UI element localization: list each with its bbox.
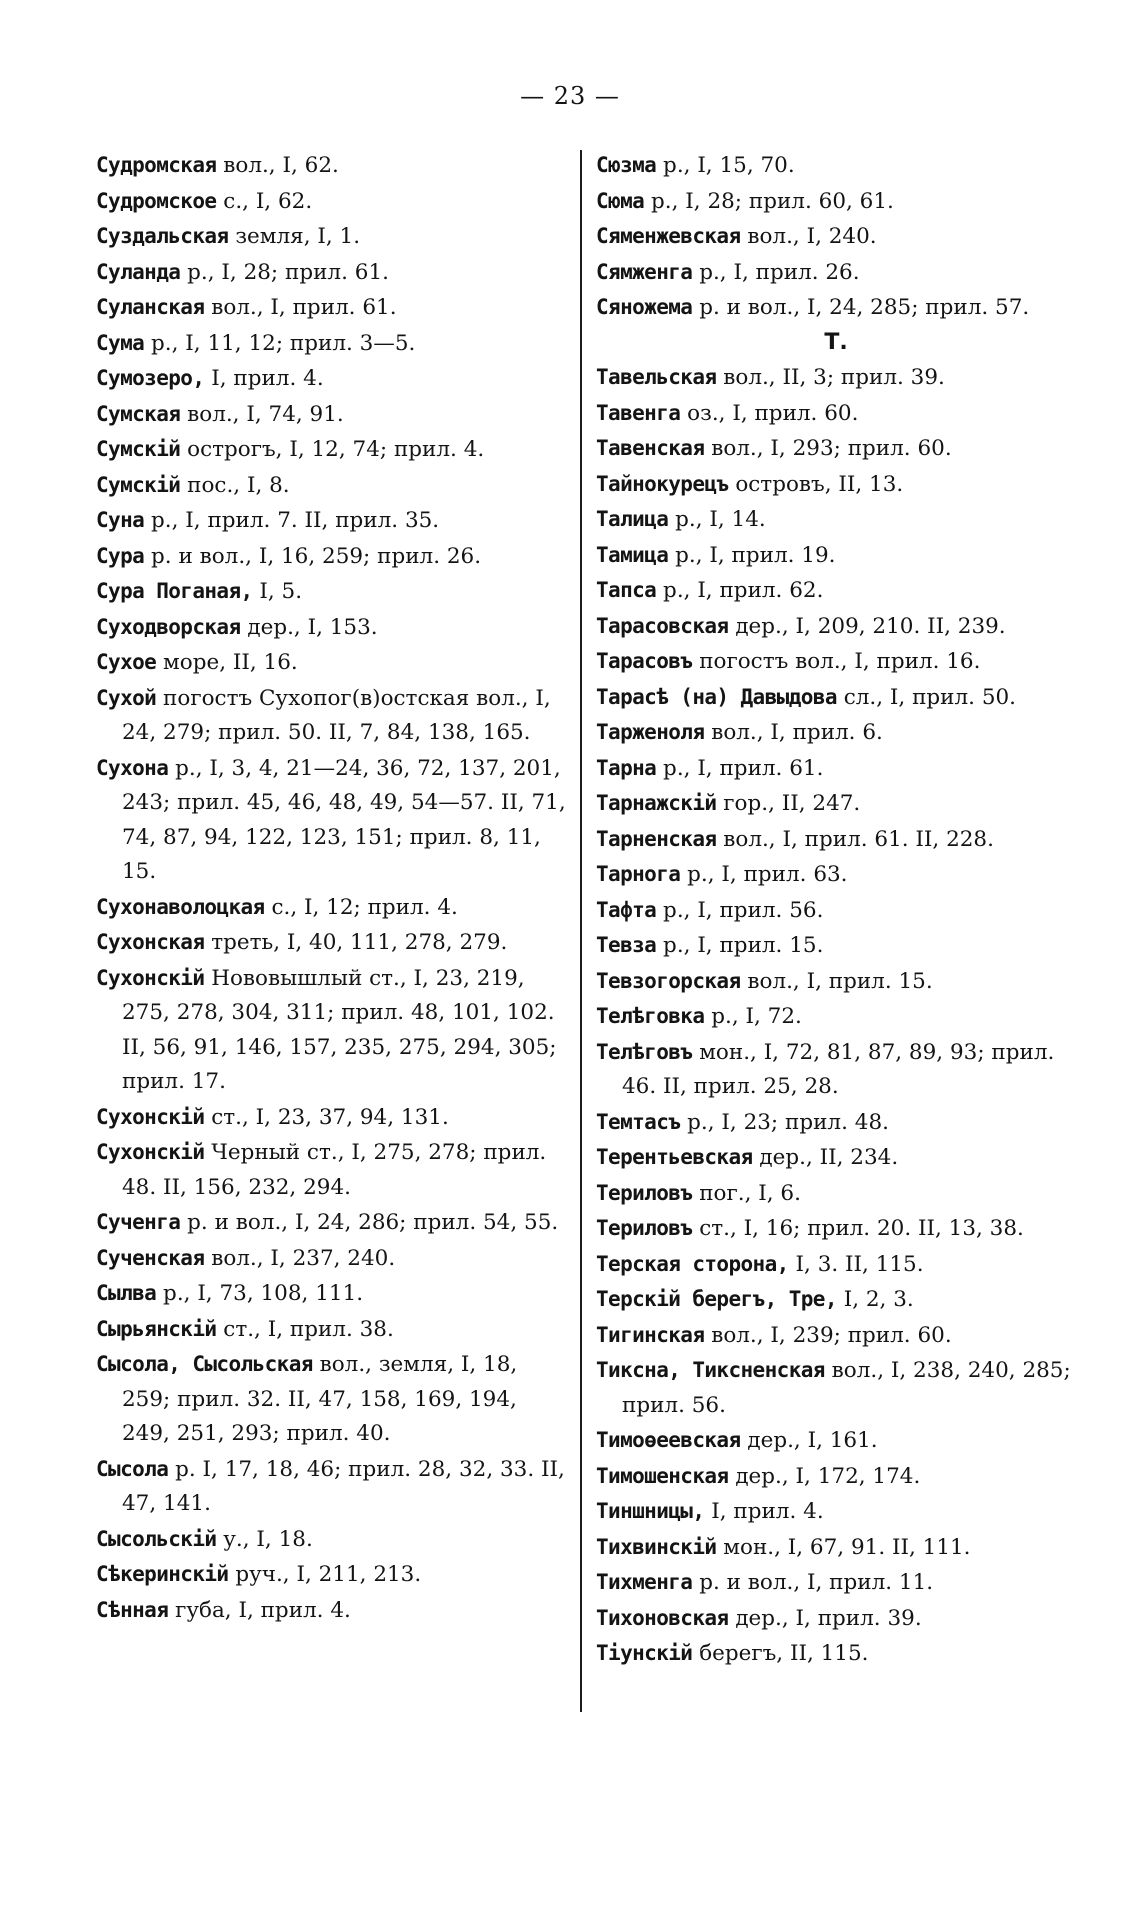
index-entry (596, 502, 1076, 538)
index-entry (96, 255, 568, 291)
entry-references: р. I, 17, 18, 46; прил. 28, 32, 33. II, 47, 141. (122, 1456, 565, 1516)
page-number: — 23 — (520, 82, 620, 110)
entry-headword: Сухонскій (96, 1140, 205, 1164)
entry-references: Черный ст., I, 275, 278; прил. 48. II, 156, 232, 294. (122, 1140, 547, 1200)
entry-headword: Сура Поганая, (96, 579, 253, 603)
entry-headword: Суланда (96, 259, 181, 284)
entry-references: р., I, прил. 56. (656, 897, 824, 923)
entry-headword: Сяножема (596, 295, 693, 319)
index-entry (596, 999, 1076, 1035)
entry-references: с., I, 62. (216, 188, 313, 214)
index-entry (96, 1312, 568, 1348)
index-entry (96, 326, 568, 362)
entry-references: вол., земля, I, 18, 259; прил. 32. II, 47, 158, 169, 194, 249, 251, 293; прил. 40. (122, 1352, 518, 1446)
entry-references: море, II, 16. (156, 650, 298, 675)
entry-headword: Сысола, Сысольская (96, 1352, 313, 1376)
entry-headword: Сухое (96, 650, 157, 674)
entry-headword: Сумская (96, 401, 181, 426)
entry-headword: Сѣкеринскій (96, 1562, 229, 1586)
index-entry (96, 1347, 568, 1452)
index-entry (96, 290, 568, 326)
index-entry (96, 1205, 568, 1241)
entry-references: р. и вол., I, 24, 285; прил. 57. (692, 295, 1030, 320)
index-entry (596, 255, 1076, 291)
entry-headword: Суланская (96, 295, 205, 319)
index-entry (96, 925, 568, 961)
entry-headword: Сученская (96, 1245, 205, 1270)
entry-references: пос., I, 8. (180, 472, 290, 498)
index-entry (96, 1452, 568, 1522)
entry-references: I, 5. (252, 579, 303, 604)
index-entry (96, 1593, 568, 1629)
entry-headword: Сухонаволоцкая (96, 894, 265, 919)
entry-references: дер., I, 161. (740, 1428, 878, 1453)
entry-headword: Тавельская (596, 365, 717, 389)
entry-references: треть, I, 40, 111, 278, 279. (204, 930, 508, 955)
index-entry (96, 961, 568, 1100)
entry-references: земля, I, 1. (228, 224, 361, 249)
index-entry (596, 467, 1076, 503)
entry-references: р. и вол., I, 24, 286; прил. 54, 55. (180, 1210, 559, 1235)
entry-headword: Тарнажскій (596, 791, 717, 815)
entry-references: вол., I, прил. 6. (704, 720, 883, 745)
index-entry (96, 503, 568, 539)
entry-headword: Телѣговъ (596, 1039, 693, 1064)
index-entry (596, 1176, 1076, 1212)
entry-headword: Тихоновская (596, 1605, 729, 1630)
index-entry (596, 431, 1076, 467)
entry-headword: Тимошенская (596, 1463, 729, 1488)
index-entry (596, 609, 1076, 645)
entry-headword: Терскій берегъ, Тре, (596, 1287, 837, 1311)
index-entry (596, 538, 1076, 574)
entry-references: I, 2, 3. (836, 1287, 914, 1312)
entry-references: I, 3. II, 115. (788, 1251, 924, 1277)
entry-references: р., I, прил. 61. (656, 755, 824, 781)
index-entry (96, 890, 568, 926)
entry-headword: Тапса (596, 578, 657, 602)
entry-headword: Тарженоля (596, 720, 705, 744)
entry-headword: Тевза (596, 933, 657, 957)
entry-headword: Сумозеро, (96, 366, 205, 390)
entry-references: вол., I, прил. 61. II, 228. (716, 826, 994, 852)
entry-headword: Сылва (96, 1281, 157, 1305)
entry-references: р., I, прил. 7. II, прил. 35. (144, 508, 440, 533)
entry-references: ст., I, 23, 37, 94, 131. (204, 1104, 449, 1130)
index-entry (596, 893, 1076, 929)
entry-references: ст., I, 16; прил. 20. II, 13, 38. (692, 1216, 1024, 1241)
entry-references: дер., I, 153. (240, 614, 378, 640)
index-entry (596, 1459, 1076, 1495)
entry-headword: Териловъ (596, 1180, 693, 1205)
entry-references: вол., I, 74, 91. (180, 401, 344, 427)
entry-headword: Судромское (96, 188, 217, 213)
entry-headword: Тигинская (596, 1322, 705, 1347)
entry-references: у., I, 18. (216, 1526, 313, 1552)
index-entry (596, 148, 1076, 184)
entry-references: дер., I, 209, 210. II, 239. (728, 613, 1006, 639)
entry-references: р. и вол., I, прил. 11. (692, 1570, 934, 1595)
entry-references: дер., II, 234. (752, 1145, 899, 1170)
entry-headword: Тарасѣ (на) Давыдова (596, 684, 837, 709)
entry-references: р., I, 11, 12; прил. 3—5. (144, 330, 416, 356)
entry-references: р. и вол., I, 16, 259; прил. 26. (144, 543, 482, 569)
index-entry (596, 822, 1076, 858)
index-entry (596, 1565, 1076, 1601)
entry-references: р., I, прил. 26. (692, 259, 860, 285)
entry-headword: Терентьевская (596, 1145, 753, 1169)
entry-headword: Суна (96, 508, 145, 532)
entry-headword: Сухонская (96, 930, 205, 954)
entry-headword: Сухона (96, 755, 169, 780)
entry-references: мон., I, 67, 91. II, 111. (716, 1534, 971, 1560)
entry-references: пог., I, 6. (692, 1180, 801, 1206)
entry-references: р., I, прил. 62. (656, 578, 824, 603)
index-entry (596, 1318, 1076, 1354)
entry-headword: Сысольскій (96, 1526, 217, 1551)
entry-references: с., I, 12; прил. 4. (264, 894, 458, 920)
entry-headword: Тихменга (596, 1570, 693, 1594)
index-entry (96, 1557, 568, 1593)
entry-references: оз., I, прил. 60. (680, 400, 859, 426)
entry-headword: Тарасовъ (596, 649, 693, 673)
index-entry (596, 644, 1076, 680)
index-entry (596, 573, 1076, 609)
index-entry (96, 184, 568, 220)
entry-references: гор., II, 247. (716, 791, 861, 816)
index-entry (96, 681, 568, 751)
entry-headword: Сума (96, 330, 145, 355)
index-entry (596, 1636, 1076, 1672)
entry-headword: Терская сторона, (596, 1251, 789, 1276)
entry-references: р., I, 28; прил. 61. (180, 259, 389, 285)
index-entry (596, 184, 1076, 220)
index-entry (96, 468, 568, 504)
column-divider (580, 150, 582, 1712)
index-entry (96, 397, 568, 433)
index-entry (596, 1140, 1076, 1176)
entry-references: р., I, прил. 19. (668, 542, 836, 568)
index-entry (596, 751, 1076, 787)
index-entry (596, 290, 1076, 326)
index-entry (96, 361, 568, 397)
entry-references: губа, I, прил. 4. (168, 1597, 351, 1623)
entry-references: погостъ вол., I, прил. 16. (692, 649, 981, 674)
entry-headword: Сухонскій (96, 1104, 205, 1129)
entry-references: острогъ, I, 12, 74; прил. 4. (180, 437, 485, 462)
entry-headword: Тарна (596, 755, 657, 780)
index-entry (96, 1100, 568, 1136)
entry-references: р., I, 72. (704, 1004, 802, 1029)
index-entry (96, 1241, 568, 1277)
entry-headword: Тарненская (596, 826, 717, 851)
entry-references: мон., I, 72, 81, 87, 89, 93; прил. 46. II, прил. 25, 28. (622, 1039, 1055, 1099)
entry-headword: Сученга (96, 1210, 181, 1234)
index-entry (596, 786, 1076, 822)
index-entry (96, 1276, 568, 1312)
entry-headword: Телѣговка (596, 1004, 705, 1028)
index-entry (96, 1135, 568, 1205)
entry-headword: Судромская (96, 153, 217, 177)
entry-headword: Сумскій (96, 472, 181, 497)
entry-references: вол., I, 239; прил. 60. (704, 1322, 952, 1348)
index-entry (96, 432, 568, 468)
index-entry (596, 857, 1076, 893)
entry-headword: Сюзма (596, 153, 657, 177)
entry-references: вол., I, 237, 240. (204, 1245, 396, 1271)
entry-headword: Тафта (596, 897, 657, 922)
index-entry (596, 1035, 1076, 1105)
index-entry (96, 610, 568, 646)
index-entry (96, 574, 568, 610)
entry-references: вол., I, 238, 240, 285; прил. 56. (622, 1358, 1071, 1418)
index-entry (596, 928, 1076, 964)
entry-headword: Тіунскій (596, 1641, 693, 1665)
entry-references: вол., I, 62. (216, 153, 339, 178)
entry-headword: Тихвинскій (596, 1534, 717, 1559)
entry-headword: Тевзогорская (596, 968, 741, 993)
entry-headword: Сюма (596, 188, 645, 213)
index-entry (96, 751, 568, 890)
entry-headword: Сура (96, 543, 145, 568)
entry-headword: Сямженга (596, 259, 693, 284)
entry-references: р., I, 15, 70. (656, 153, 795, 178)
entry-headword: Сухой (96, 685, 157, 710)
index-column-left (96, 148, 568, 1628)
entry-references: р., I, 73, 108, 111. (156, 1281, 364, 1306)
entry-references: руч., I, 211, 213. (228, 1562, 422, 1587)
entry-references: погостъ Сухопог(в)остская вол., I, 24, 279; прил. 50. II, 7, 84, 138, 165. (122, 685, 551, 745)
entry-headword: Сѣнная (96, 1597, 169, 1622)
index-entry (96, 1522, 568, 1558)
entry-references: р., I, 23; прил. 48. (680, 1109, 889, 1135)
entry-references: р., I, прил. 63. (680, 862, 848, 887)
index-entry (596, 1494, 1076, 1530)
index-entry (596, 1353, 1076, 1423)
index-column-right (596, 148, 1076, 1672)
entry-headword: Сяменжевская (596, 224, 741, 248)
index-entry (596, 680, 1076, 716)
index-entry (96, 219, 568, 255)
index-entry (96, 539, 568, 575)
entry-references: р., I, 14. (668, 507, 766, 532)
index-entry (596, 396, 1076, 432)
index-entry (596, 1423, 1076, 1459)
entry-references: ст., I, прил. 38. (216, 1316, 394, 1342)
entry-references: островъ, II, 13. (728, 471, 904, 497)
entry-headword: Териловъ (596, 1216, 693, 1240)
entry-references: дер., I, 172, 174. (728, 1463, 921, 1489)
entry-headword: Тамица (596, 542, 669, 567)
index-entry (596, 360, 1076, 396)
entry-headword: Тайнокурецъ (596, 471, 729, 496)
entry-headword: Тавенга (596, 400, 681, 425)
entry-references: р., I, 3, 4, 21—24, 36, 72, 137, 201, 243; прил. 45, 46, 48, 49, 54—57. II, 71, 74, 87, 94, 122, 123, 151; прил. 8, 11, 15. (122, 755, 566, 884)
entry-references: I, прил. 4. (704, 1499, 824, 1524)
index-entry (96, 148, 568, 184)
entry-headword: Талица (596, 507, 669, 531)
index-entry (596, 964, 1076, 1000)
entry-references: вол., I, 240. (740, 224, 877, 249)
entry-references: I, прил. 4. (204, 366, 324, 391)
entry-references: сл., I, прил. 50. (836, 684, 1017, 710)
entry-headword: Тарасовская (596, 613, 729, 638)
index-entry (596, 1211, 1076, 1247)
entry-headword: Тиксна, Тиксненская (596, 1358, 825, 1382)
index-entry (596, 1601, 1076, 1637)
index-entry (596, 1105, 1076, 1141)
entry-references: Нововышлый ст., I, 23, 219, 275, 278, 304, 311; прил. 48, 101, 102. II, 56, 91, 146, 157, 235, 275, 294, 305; прил. 17. (122, 965, 557, 1094)
entry-headword: Тарнога (596, 862, 681, 886)
entry-headword: Тиншницы, (596, 1499, 705, 1523)
entry-headword: Сумскій (96, 437, 181, 461)
entry-references: вол., I, прил. 61. (204, 295, 397, 320)
entry-references: вол., I, прил. 15. (740, 968, 933, 994)
entry-references: берегъ, II, 115. (692, 1641, 869, 1666)
entry-headword: Тавенская (596, 436, 705, 460)
index-entry (96, 645, 568, 681)
entry-headword: Сырьянскій (96, 1316, 217, 1341)
entry-headword: Суздальская (96, 224, 229, 248)
entry-references: р., I, прил. 15. (656, 933, 824, 958)
entry-references: р., I, 28; прил. 60, 61. (644, 188, 894, 214)
entry-headword: Сухонскій (96, 965, 205, 990)
index-entry (596, 219, 1076, 255)
index-entry (596, 1530, 1076, 1566)
entry-references: вол., I, 293; прил. 60. (704, 436, 952, 461)
entry-headword: Суходворская (96, 614, 241, 639)
index-entry (596, 715, 1076, 751)
section-letter-heading: Т. (824, 329, 848, 355)
index-entry (596, 1282, 1076, 1318)
entry-headword: Темтасъ (596, 1109, 681, 1134)
index-entry (596, 1247, 1076, 1283)
entry-headword: Тимоѳеевская (596, 1428, 741, 1452)
entry-references: вол., II, 3; прил. 39. (716, 365, 945, 390)
entry-references: дер., I, прил. 39. (728, 1605, 922, 1631)
entry-headword: Сысола (96, 1456, 169, 1481)
